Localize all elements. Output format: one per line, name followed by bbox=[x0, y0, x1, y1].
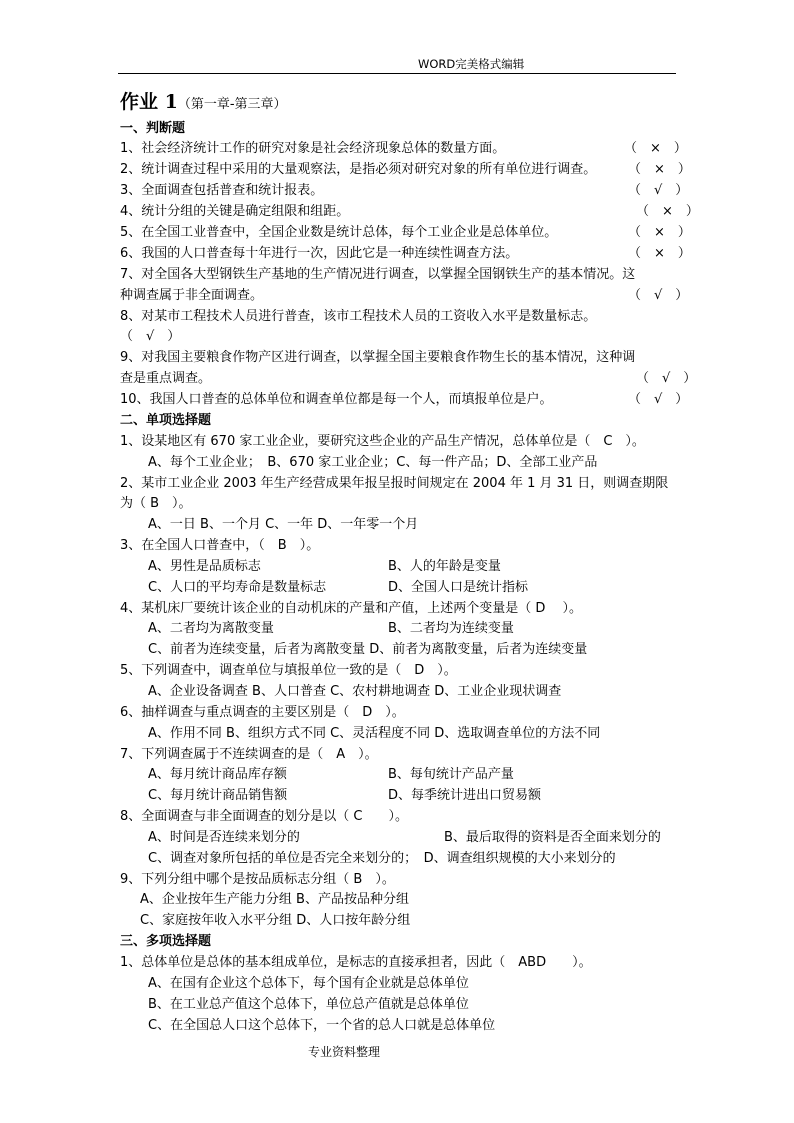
option-b: B、在工业总产值这个总体下，单位总产值就是总体单位 bbox=[148, 997, 469, 1012]
option-b: B、人的年龄是变量 bbox=[388, 559, 501, 574]
question-text: 6、抽样调查与重点调查的主要区别是（ D ）。 bbox=[120, 705, 405, 720]
question-answer: （ × ） bbox=[624, 141, 687, 156]
question-answer: （ √ ） bbox=[120, 329, 181, 344]
option-line: C、家庭按年收入水平分组 D、人口按年龄分组 bbox=[140, 913, 411, 928]
option-b: B、最后取得的资料是否全面来划分的 bbox=[444, 830, 661, 845]
question-text: 4、某机床厂要统计该企业的自动机床的产量和产值，上述两个变量是（ D ）。 bbox=[120, 601, 583, 616]
question-text: 6、我国的人口普查每十年进行一次，因此它是一种连续性调查方法。 bbox=[120, 246, 519, 261]
question-answer: （ × ） bbox=[628, 162, 691, 177]
question-text-cont: 为（ B ）。 bbox=[120, 496, 192, 511]
question-answer: （ × ） bbox=[636, 204, 699, 219]
option-a: A、每月统计商品库存额 bbox=[148, 767, 287, 782]
section-heading-judgement: 一、判断题 bbox=[120, 121, 186, 136]
question-text: 5、下列调查中，调查单位与填报单位一致的是（ D ）。 bbox=[120, 663, 457, 678]
question-text: 1、设某地区有 670 家工业企业，要研究这些企业的产品生产情况，总体单位是（ C ）。 bbox=[120, 434, 645, 449]
question-text: 3、在全国人口普查中，（ B ）。 bbox=[120, 538, 320, 553]
question-text: 5、在全国工业普查中，全国企业数是统计总体，每个工业企业是总体单位。 bbox=[120, 225, 558, 240]
option-c: C、在全国总人口这个总体下，一个省的总人口就是总体单位 bbox=[148, 1018, 496, 1033]
option-line: A、一日 B、一个月 C、一年 D、一年零一个月 bbox=[148, 517, 419, 532]
option-line: C、调查对象所包括的单位是否完全来划分的； D、调查组织规模的大小来划分的 bbox=[148, 851, 616, 866]
option-d: D、每季统计进出口贸易额 bbox=[388, 788, 542, 803]
question-text: 7、对全国各大型钢铁生产基地的生产情况进行调查，以掌握全国钢铁生产的基本情况。这 bbox=[120, 267, 636, 282]
option-b: B、二者均为连续变量 bbox=[388, 621, 514, 636]
option-a: A、时间是否连续来划分的 bbox=[148, 830, 300, 845]
question-text: 9、下列分组中哪个是按品质标志分组（ B ）。 bbox=[120, 872, 395, 887]
question-text: 2、统计调查过程中采用的大量观察法，是指必须对研究对象的所有单位进行调查。 bbox=[120, 162, 597, 177]
question-answer: （ × ） bbox=[628, 225, 691, 240]
option-line: C、前者为连续变量，后者为离散变量 D、前者为离散变量，后者为连续变量 bbox=[148, 642, 588, 657]
question-text: 9、对我国主要粮食作物产区进行调查，以掌握全国主要粮食作物生长的基本情况，这种调 bbox=[120, 350, 636, 365]
title-sub: （第一章-第三章） bbox=[177, 97, 287, 112]
option-line: A、企业设备调查 B、人口普查 C、农村耕地调查 D、工业企业现状调查 bbox=[148, 684, 562, 699]
option-a: A、二者均为离散变量 bbox=[148, 621, 274, 636]
title-main: 作业 1 bbox=[120, 91, 178, 113]
question-text: 7、下列调查属于不连续调查的是（ A ）。 bbox=[120, 747, 378, 762]
question-text: 4、统计分组的关键是确定组限和组距。 bbox=[120, 204, 350, 219]
option-c: C、人口的平均寿命是数量标志 bbox=[148, 580, 327, 595]
question-answer: （ √ ） bbox=[628, 183, 689, 198]
question-answer: （ √ ） bbox=[636, 371, 697, 386]
question-text: 8、全面调查与非全面调查的划分是以（ C ）。 bbox=[120, 809, 408, 824]
option-line: A、每个工业企业； B、670 家工业企业；C、每一件产品；D、全部工业产品 bbox=[148, 455, 598, 470]
page-title bbox=[120, 87, 287, 114]
question-text: 2、某市工业企业 2003 年生产经营成果年报呈报时间规定在 2004 年 1 月 31 日，则调查期限 bbox=[120, 476, 669, 491]
question-text-cont: 查是重点调查。 bbox=[120, 371, 212, 386]
page-footer: 专业资料整理 bbox=[308, 1045, 381, 1059]
option-b: B、每旬统计产品产量 bbox=[388, 767, 514, 782]
page-header bbox=[118, 55, 676, 74]
section-heading-single-choice: 二、单项选择题 bbox=[120, 413, 212, 428]
question-text: 8、对某市工程技术人员进行普查，该市工程技术人员的工资收入水平是数量标志。 bbox=[120, 309, 597, 324]
question-answer: （ √ ） bbox=[628, 392, 689, 407]
section-heading-multiple-choice: 三、多项选择题 bbox=[120, 934, 212, 949]
question-answer: （ × ） bbox=[628, 246, 691, 261]
question-text: 3、全面调查包括普查和统计报表。 bbox=[120, 183, 324, 198]
question-answer: （ √ ） bbox=[628, 288, 689, 303]
header-text: WORD完美格式编辑 bbox=[418, 57, 525, 71]
option-line: A、企业按年生产能力分组 B、产品按品种分组 bbox=[140, 892, 409, 907]
option-line: A、作用不同 B、组织方式不同 C、灵活程度不同 D、选取调查单位的方法不同 bbox=[148, 726, 601, 741]
question-text: 10、我国人口普查的总体单位和调查单位都是每一个人，而填报单位是户。 bbox=[120, 392, 553, 407]
option-a: A、男性是品质标志 bbox=[148, 559, 261, 574]
question-text-cont: 种调查属于非全面调查。 bbox=[120, 288, 264, 303]
option-a: A、在国有企业这个总体下，每个国有企业就是总体单位 bbox=[148, 976, 469, 991]
option-d: D、全国人口是统计指标 bbox=[388, 580, 529, 595]
question-text: 1、总体单位是总体的基本组成单位，是标志的直接承担者，因此（ ABD ）。 bbox=[120, 955, 592, 970]
option-c: C、每月统计商品销售额 bbox=[148, 788, 288, 803]
question-text: 1、社会经济统计工作的研究对象是社会经济现象总体的数量方面。 bbox=[120, 141, 506, 156]
